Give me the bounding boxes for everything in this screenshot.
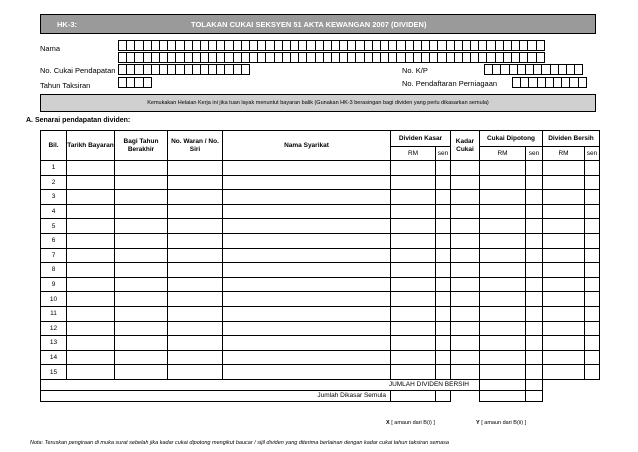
table-cell[interactable] <box>391 190 436 205</box>
table-cell[interactable] <box>168 292 223 307</box>
table-row <box>41 263 600 278</box>
table-cell[interactable] <box>391 233 436 248</box>
table-cell[interactable] <box>391 321 436 336</box>
table-cell[interactable] <box>223 365 391 380</box>
table-cell[interactable] <box>223 336 391 351</box>
table-cell[interactable] <box>526 219 543 234</box>
no-kp-label: No. K/P <box>402 66 428 75</box>
table-cell[interactable] <box>451 233 480 248</box>
table-cell[interactable] <box>168 350 223 365</box>
table-cell[interactable] <box>168 321 223 336</box>
table-cell[interactable] <box>543 219 585 234</box>
table-cell[interactable] <box>115 175 168 190</box>
table-cell[interactable] <box>585 292 600 307</box>
table-cell[interactable] <box>436 306 451 321</box>
table-cell[interactable] <box>451 321 480 336</box>
row-number: 15 <box>41 365 67 380</box>
table-cell[interactable] <box>543 190 585 205</box>
table-cell[interactable] <box>391 263 436 278</box>
col-waran: No. Waran / No. Siri <box>168 131 223 161</box>
table-cell[interactable] <box>168 336 223 351</box>
table-cell[interactable] <box>451 204 480 219</box>
table-cell[interactable] <box>436 336 451 351</box>
char-box[interactable] <box>578 77 587 88</box>
table-cell[interactable] <box>391 292 436 307</box>
table-cell[interactable] <box>480 204 526 219</box>
table-cell[interactable] <box>115 190 168 205</box>
table-cell[interactable] <box>480 365 526 380</box>
table-cell[interactable] <box>115 263 168 278</box>
table-cell[interactable] <box>223 175 391 190</box>
table-cell[interactable] <box>67 248 115 263</box>
rm-label: RM <box>391 147 436 161</box>
table-cell[interactable] <box>115 306 168 321</box>
row-number: 11 <box>41 306 67 321</box>
table-cell[interactable] <box>526 277 543 292</box>
footnote: Nota: Teruskan pengiraan di muka surat sebelah jika kadar cukai dipotong mengikut baucar / sijil dividen yang diterima berlainan dengan kadar cukai tahun taksiran semasa <box>30 440 449 446</box>
table-cell[interactable] <box>67 350 115 365</box>
table-cell[interactable] <box>168 233 223 248</box>
col-kadar: Kadar Cukai <box>451 131 480 161</box>
table-cell[interactable] <box>115 292 168 307</box>
table-cell[interactable] <box>223 321 391 336</box>
table-cell[interactable] <box>585 204 600 219</box>
table-cell[interactable] <box>585 248 600 263</box>
table-cell[interactable] <box>543 233 585 248</box>
table-cell[interactable] <box>543 292 585 307</box>
table-cell[interactable] <box>168 365 223 380</box>
col-dividen-bersih: Dividen Bersih <box>543 131 600 147</box>
table-cell[interactable] <box>451 336 480 351</box>
table-cell[interactable] <box>436 350 451 365</box>
table-cell[interactable] <box>223 350 391 365</box>
table-cell[interactable] <box>115 277 168 292</box>
no-cukai-boxes[interactable] <box>118 64 249 75</box>
col-tahun: Bagi Tahun Berakhir <box>115 131 168 161</box>
rm-label: RM <box>480 147 526 161</box>
table-cell[interactable] <box>526 321 543 336</box>
table-cell[interactable] <box>223 190 391 205</box>
table-cell[interactable] <box>436 190 451 205</box>
table-cell[interactable] <box>480 306 526 321</box>
table-row <box>41 204 600 219</box>
table-cell[interactable] <box>480 350 526 365</box>
row-number: 7 <box>41 248 67 263</box>
table-cell[interactable] <box>480 190 526 205</box>
table-cell[interactable] <box>168 277 223 292</box>
table-cell[interactable] <box>223 292 391 307</box>
table-cell[interactable] <box>585 190 600 205</box>
table-row <box>41 233 600 248</box>
table-cell[interactable] <box>67 277 115 292</box>
row-number: 14 <box>41 350 67 365</box>
table-cell[interactable] <box>115 336 168 351</box>
table-cell[interactable] <box>168 306 223 321</box>
table-cell[interactable] <box>543 263 585 278</box>
table-cell[interactable] <box>526 175 543 190</box>
table-cell[interactable] <box>67 233 115 248</box>
jumlah-bersih-sen[interactable] <box>526 379 543 390</box>
table-cell[interactable] <box>67 321 115 336</box>
table-cell[interactable] <box>451 350 480 365</box>
table-cell[interactable] <box>168 175 223 190</box>
table-cell[interactable] <box>451 219 480 234</box>
table-cell[interactable] <box>67 336 115 351</box>
table-cell[interactable] <box>526 306 543 321</box>
table-cell[interactable] <box>526 336 543 351</box>
table-cell[interactable] <box>543 336 585 351</box>
table-cell[interactable] <box>526 190 543 205</box>
table-row <box>41 190 600 205</box>
table-cell[interactable] <box>67 161 115 176</box>
table-cell[interactable] <box>526 365 543 380</box>
table-cell[interactable] <box>391 161 436 176</box>
table-cell[interactable] <box>585 263 600 278</box>
row-number: 9 <box>41 277 67 292</box>
table-cell[interactable] <box>480 248 526 263</box>
table-cell[interactable] <box>223 161 391 176</box>
table-cell[interactable] <box>480 219 526 234</box>
table-cell[interactable] <box>543 365 585 380</box>
table-cell[interactable] <box>543 175 585 190</box>
table-cell[interactable] <box>436 321 451 336</box>
table-cell[interactable] <box>115 219 168 234</box>
table-cell[interactable] <box>168 204 223 219</box>
table-cell[interactable] <box>480 321 526 336</box>
table-cell[interactable] <box>67 263 115 278</box>
char-box[interactable] <box>241 64 250 75</box>
table-row <box>41 365 600 380</box>
table-row <box>41 219 600 234</box>
nama-boxes[interactable] <box>118 40 544 51</box>
col-dividen-kasar: Dividen Kasar <box>391 131 451 147</box>
jumlah-bersih-cell[interactable] <box>480 379 526 390</box>
table-cell[interactable] <box>526 350 543 365</box>
x-note: X [ amaun dari B(i) ] <box>386 420 435 426</box>
table-row <box>41 350 600 365</box>
table-cell[interactable] <box>526 161 543 176</box>
table-cell[interactable] <box>436 365 451 380</box>
table-cell[interactable] <box>543 204 585 219</box>
table-cell[interactable] <box>436 277 451 292</box>
table-cell[interactable] <box>67 306 115 321</box>
table-cell[interactable] <box>436 248 451 263</box>
table-cell[interactable] <box>526 263 543 278</box>
table-cell[interactable] <box>526 204 543 219</box>
table-cell[interactable] <box>526 233 543 248</box>
jumlah-bersih-label: JUMLAH DIVIDEN BERSIH <box>41 379 480 390</box>
table-row <box>41 161 600 176</box>
table-cell[interactable] <box>585 336 600 351</box>
tahun-taksiran-boxes[interactable] <box>118 77 151 88</box>
table-row <box>41 336 600 351</box>
table-cell[interactable] <box>115 233 168 248</box>
table-cell[interactable] <box>67 204 115 219</box>
table-cell[interactable] <box>543 161 585 176</box>
table-cell[interactable] <box>543 306 585 321</box>
table-cell[interactable] <box>585 321 600 336</box>
table-cell[interactable] <box>391 277 436 292</box>
table-cell[interactable] <box>115 321 168 336</box>
table-cell[interactable] <box>391 350 436 365</box>
table-cell[interactable] <box>480 175 526 190</box>
char-box[interactable] <box>143 77 152 88</box>
table-cell[interactable] <box>585 175 600 190</box>
table-cell[interactable] <box>391 204 436 219</box>
sen-label: sen <box>436 147 451 161</box>
table-cell[interactable] <box>223 248 391 263</box>
table-cell[interactable] <box>168 190 223 205</box>
table-cell[interactable] <box>391 175 436 190</box>
table-cell[interactable] <box>391 336 436 351</box>
table-cell[interactable] <box>451 248 480 263</box>
y-note: Y [ amaun dari B(ii) ] <box>476 420 527 426</box>
row-number: 6 <box>41 233 67 248</box>
table-cell[interactable] <box>451 161 480 176</box>
nama-boxes-2[interactable] <box>118 52 544 63</box>
jumlah-kasar-label: Jumlah Dikasar Semula <box>41 390 391 401</box>
table-cell[interactable] <box>480 292 526 307</box>
form-code: HK-3: <box>57 20 77 29</box>
char-box[interactable] <box>574 64 583 75</box>
col-bil: Bil. <box>41 131 67 161</box>
table-cell[interactable] <box>67 365 115 380</box>
table-cell[interactable] <box>67 175 115 190</box>
rm-label: RM <box>543 147 585 161</box>
table-cell[interactable] <box>451 175 480 190</box>
table-cell[interactable] <box>480 336 526 351</box>
row-number: 8 <box>41 263 67 278</box>
table-cell[interactable] <box>436 161 451 176</box>
row-number: 1 <box>41 161 67 176</box>
table-cell[interactable] <box>168 263 223 278</box>
table-cell[interactable] <box>451 306 480 321</box>
table-cell[interactable] <box>451 365 480 380</box>
table-cell[interactable] <box>115 161 168 176</box>
table-cell[interactable] <box>115 204 168 219</box>
tahun-taksiran-label: Tahun Taksiran <box>40 81 91 90</box>
table-cell[interactable] <box>585 277 600 292</box>
table-cell[interactable] <box>436 219 451 234</box>
table-cell[interactable] <box>451 190 480 205</box>
table-cell[interactable] <box>585 306 600 321</box>
no-daftar-label: No. Pendaftaran Perniagaan <box>402 79 498 88</box>
table-cell[interactable] <box>436 175 451 190</box>
jumlah-kasar-rm[interactable] <box>391 390 436 401</box>
table-cell[interactable] <box>223 233 391 248</box>
table-cell[interactable] <box>168 219 223 234</box>
table-cell[interactable] <box>168 248 223 263</box>
table-cell[interactable] <box>67 219 115 234</box>
form-title: TOLAKAN CUKAI SEKSYEN 51 AKTA KEWANGAN 2007 (DIVIDEN) <box>191 20 427 29</box>
table-cell[interactable] <box>436 292 451 307</box>
table-cell[interactable] <box>543 248 585 263</box>
instruction-banner: Kemukakan Helaian Kerja ini jika tuan layak menuntut bayaran balik (Gunakan HK-3 berasingan bagi dividen yang perlu dikasarkan semula) <box>40 94 596 112</box>
table-cell[interactable] <box>585 219 600 234</box>
table-cell[interactable] <box>543 350 585 365</box>
table-cell[interactable] <box>223 306 391 321</box>
row-number: 2 <box>41 175 67 190</box>
table-cell[interactable] <box>480 233 526 248</box>
jumlah-kasar-sen[interactable] <box>436 390 451 401</box>
table-cell[interactable] <box>451 277 480 292</box>
nama-label: Nama <box>40 44 61 53</box>
table-cell[interactable] <box>391 365 436 380</box>
section-a-heading: A. Senarai pendapatan dividen: <box>26 117 131 124</box>
col-cukai-dipotong: Cukai Dipotong <box>480 131 543 147</box>
table-cell[interactable] <box>115 350 168 365</box>
sen-label: sen <box>526 147 543 161</box>
table-cell[interactable] <box>67 292 115 307</box>
jumlah-cukai-sen[interactable] <box>526 390 543 401</box>
dividend-table <box>40 130 600 402</box>
table-row <box>41 306 600 321</box>
table-cell[interactable] <box>391 306 436 321</box>
table-cell[interactable] <box>526 248 543 263</box>
row-number: 13 <box>41 336 67 351</box>
table-cell[interactable] <box>223 277 391 292</box>
table-cell[interactable] <box>436 233 451 248</box>
jumlah-cukai-rm[interactable] <box>480 390 526 401</box>
table-cell[interactable] <box>391 219 436 234</box>
table-cell[interactable] <box>436 263 451 278</box>
col-tarikh: Tarikh Bayaran <box>67 131 115 161</box>
table-cell[interactable] <box>436 204 451 219</box>
table-cell[interactable] <box>391 248 436 263</box>
char-box[interactable] <box>536 52 545 63</box>
row-number: 4 <box>41 204 67 219</box>
row-number: 12 <box>41 321 67 336</box>
no-daftar-boxes[interactable] <box>512 77 586 88</box>
table-row <box>41 175 600 190</box>
table-row <box>41 248 600 263</box>
col-syarikat: Nama Syarikat <box>223 131 391 161</box>
table-cell[interactable] <box>223 263 391 278</box>
table-row <box>41 321 600 336</box>
table-cell[interactable] <box>451 263 480 278</box>
row-number: 3 <box>41 190 67 205</box>
table-cell[interactable] <box>585 350 600 365</box>
sen-label: sen <box>585 147 600 161</box>
row-number: 5 <box>41 219 67 234</box>
table-cell[interactable] <box>543 321 585 336</box>
table-cell[interactable] <box>115 365 168 380</box>
char-box[interactable] <box>536 40 545 51</box>
table-cell[interactable] <box>585 233 600 248</box>
table-cell[interactable] <box>115 248 168 263</box>
table-row <box>41 292 600 307</box>
table-cell[interactable] <box>168 161 223 176</box>
table-cell[interactable] <box>585 161 600 176</box>
no-kp-boxes[interactable] <box>484 64 582 75</box>
table-cell[interactable] <box>585 365 600 380</box>
table-cell[interactable] <box>480 263 526 278</box>
table-cell[interactable] <box>223 219 391 234</box>
row-number: 10 <box>41 292 67 307</box>
no-cukai-label: No. Cukai Pendapatan <box>40 66 116 75</box>
table-cell[interactable] <box>526 292 543 307</box>
table-row <box>41 277 600 292</box>
table-cell[interactable] <box>480 277 526 292</box>
table-cell[interactable] <box>480 161 526 176</box>
table-cell[interactable] <box>67 190 115 205</box>
form-title-banner <box>40 14 596 34</box>
table-cell[interactable] <box>451 292 480 307</box>
table-cell[interactable] <box>223 204 391 219</box>
table-cell[interactable] <box>543 277 585 292</box>
